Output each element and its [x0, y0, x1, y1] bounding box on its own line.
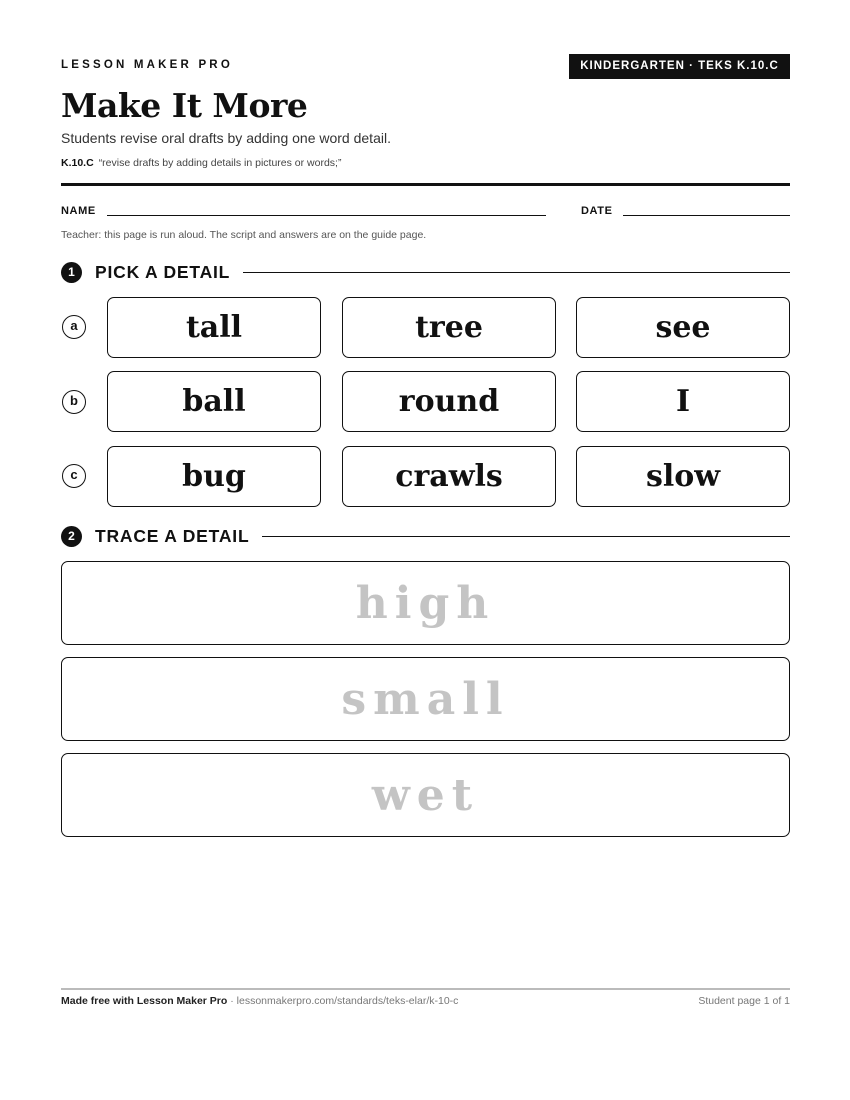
row-label-c: c [62, 464, 86, 488]
footer-url[interactable]: lessonmakerpro.com/standards/teks-elar/k-10-c [236, 995, 459, 1007]
footer-separator: · [227, 995, 237, 1007]
word-card[interactable]: ball [107, 371, 321, 432]
row-label-b: b [62, 390, 86, 414]
worksheet-subtitle: Students revise oral drafts by adding one word detail. [61, 130, 391, 146]
trace-word-box[interactable]: wet [61, 753, 790, 837]
footer-divider [61, 988, 790, 990]
footer-made-with: Made free with Lesson Maker Pro [61, 995, 228, 1007]
word-card[interactable]: tall [107, 297, 321, 358]
section-number: 1 [61, 262, 82, 283]
section-number: 2 [61, 526, 82, 547]
trace-word-box[interactable]: high [61, 561, 790, 645]
word-card[interactable]: see [576, 297, 790, 358]
section-pick-a-detail [61, 260, 790, 284]
word-card[interactable]: crawls [342, 446, 556, 507]
section-rule [243, 272, 790, 273]
section-title: TRACE A DETAIL [95, 525, 250, 546]
worksheet-title: Make It More [61, 86, 308, 125]
word-card[interactable]: I [576, 371, 790, 432]
date-label: DATE [581, 205, 613, 217]
section-title: PICK A DETAIL [95, 261, 231, 282]
word-card[interactable]: slow [576, 446, 790, 507]
brand-name: LESSON MAKER PRO [61, 59, 233, 71]
date-field[interactable] [623, 215, 790, 216]
header-divider [61, 183, 790, 186]
section-trace-a-detail [61, 524, 790, 548]
standard-code: K.10.C [61, 157, 94, 169]
name-field[interactable] [107, 215, 546, 216]
footer-page-number: Student page 1 of 1 [698, 995, 790, 1007]
word-card[interactable]: round [342, 371, 556, 432]
standard-text: “revise drafts by adding details in pictures or words;” [98, 157, 342, 169]
section-rule [262, 536, 790, 537]
trace-word-box[interactable]: small [61, 657, 790, 741]
footer-credit [61, 995, 458, 1007]
standard-reference [61, 157, 341, 169]
teacher-note: Teacher: this page is run aloud. The script and answers are on the guide page. [61, 229, 427, 241]
name-label: NAME [61, 205, 96, 217]
word-card[interactable]: tree [342, 297, 556, 358]
word-card[interactable]: bug [107, 446, 321, 507]
row-label-a: a [62, 315, 86, 339]
grade-standard-badge: KINDERGARTEN · TEKS K.10.C [569, 54, 790, 79]
